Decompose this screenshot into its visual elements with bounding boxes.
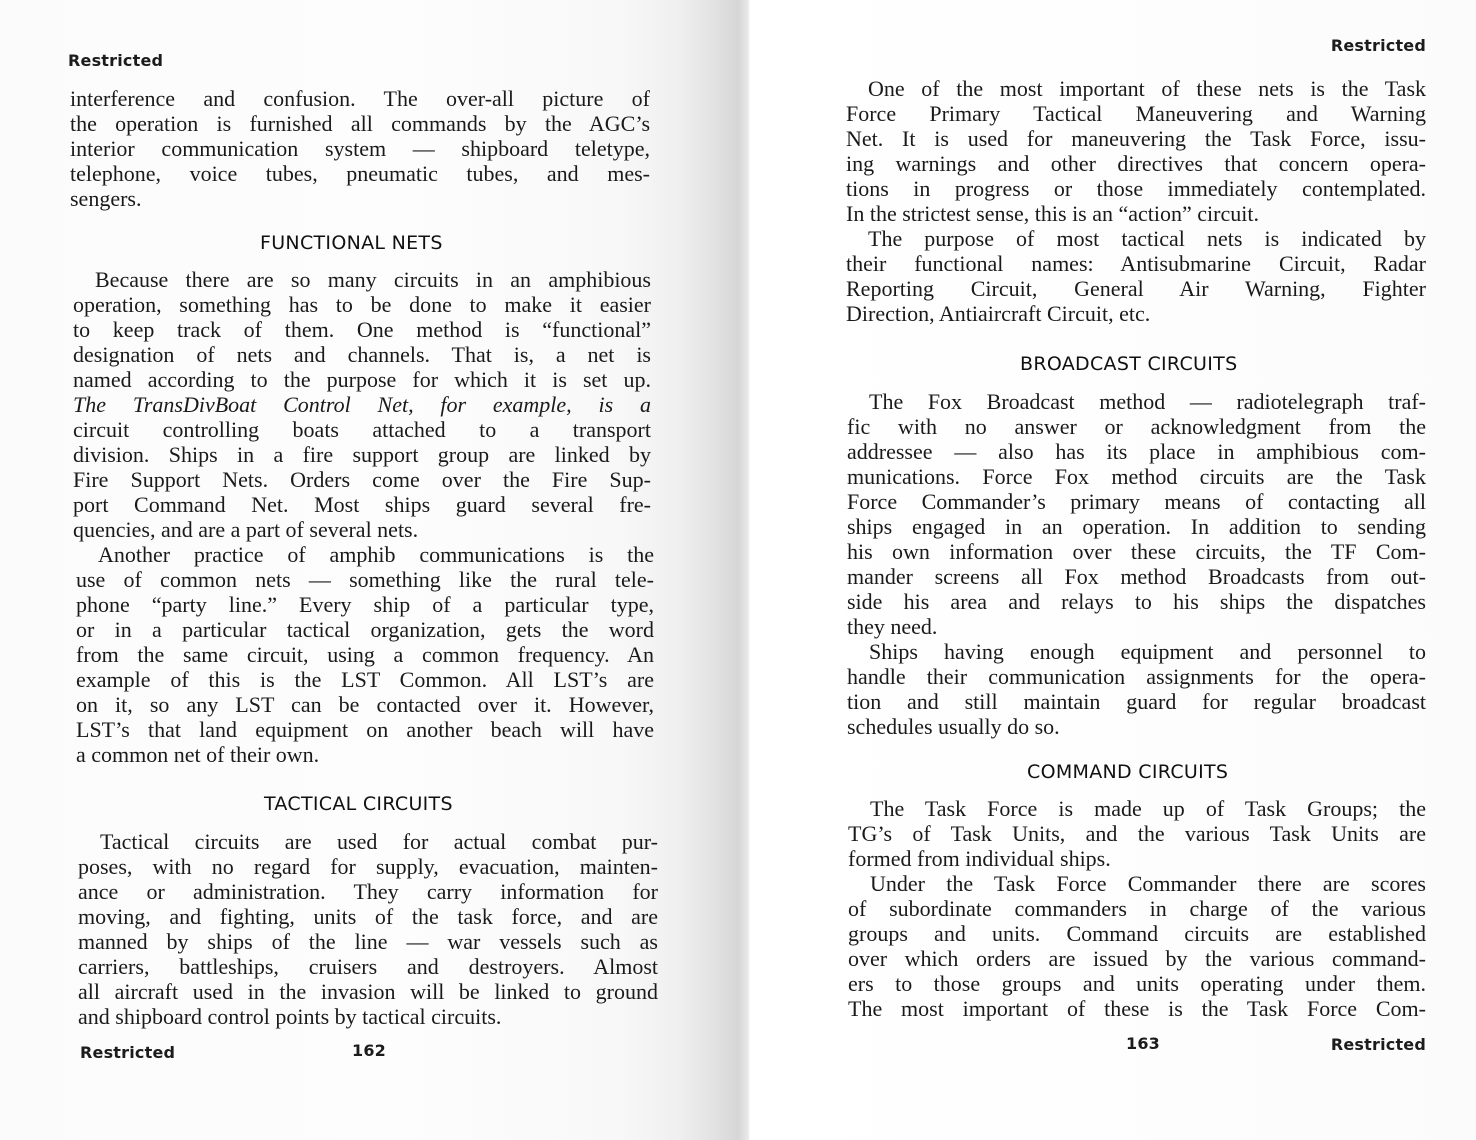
text-line: designation of nets and channels. That is, a net is [73, 342, 651, 367]
text-line: Under the Task Force Commander there are scores [870, 871, 1426, 896]
text-line: named according to the purpose for which it is set up. [73, 367, 651, 392]
text-line: a common net of their own. [76, 742, 320, 767]
text-line: groups and units. Command circuits are established [848, 921, 1426, 946]
text-line: and shipboard control points by tactical circuits. [78, 1004, 502, 1029]
text-line: The purpose of most tactical nets is indicated by [868, 226, 1426, 251]
text-line: or in a particular tactical organization, gets the word [76, 617, 654, 642]
text-line: The most important of these is the Task Force Com- [848, 996, 1426, 1021]
text-line: schedules usually do so. [847, 714, 1060, 739]
section-heading-tactical-circuits: TACTICAL CIRCUITS [264, 793, 453, 815]
text-line: The Fox Broadcast method — radiotelegraph traf- [869, 389, 1426, 414]
section-heading-command-circuits: COMMAND CIRCUITS [1027, 761, 1229, 783]
text-line: phone “party line.” Every ship of a particular type, [76, 592, 654, 617]
text-line: operation, something has to be done to make it easier [73, 292, 651, 317]
text-line: quencies, and are a part of several nets. [73, 517, 419, 542]
text-line: sengers. [70, 186, 142, 211]
right-page-header: Restricted [1330, 36, 1426, 55]
right-intro-paragraph-1 [846, 76, 1426, 226]
text-line: all aircraft used in the invasion will be linked to ground [78, 979, 658, 1004]
text-line: manned by ships of the line — war vessels such as [78, 929, 658, 954]
text-line: over which orders are issued by the various command- [848, 946, 1426, 971]
text-line: The TransDivBoat Control Net, for example, is a [73, 392, 651, 417]
text-line: side his area and relays to his ships the dispatches [847, 589, 1426, 614]
section-heading-functional-nets: FUNCTIONAL NETS [260, 232, 443, 254]
right-intro-paragraph-2 [846, 226, 1426, 326]
text-line: port Command Net. Most ships guard several fre- [73, 492, 651, 517]
text-line: tion and still maintain guard for regular broadcast [847, 689, 1426, 714]
text-line: interior communication system — shipboard teletype, [70, 136, 650, 161]
left-intro-paragraph [70, 86, 650, 211]
text-line: interference and confusion. The over-all picture of [70, 86, 650, 111]
text-line: handle their communication assignments for the opera- [847, 664, 1426, 689]
text-line: mander screens all Fox method Broadcasts from out- [847, 564, 1426, 589]
text-line: moving, and fighting, units of the task force, and are [78, 904, 658, 929]
text-line: Direction, Antiaircraft Circuit, etc. [846, 301, 1151, 326]
right-page-footer: Restricted [1330, 1035, 1426, 1054]
left-page-footer: Restricted [80, 1043, 176, 1062]
text-line: munications. Force Fox method circuits are the Task [847, 464, 1426, 489]
right-page [750, 0, 1476, 1140]
text-line: from the same circuit, using a common frequency. An [76, 642, 654, 667]
text-line: of subordinate commanders in charge of the various [848, 896, 1426, 921]
left-page-header: Restricted [68, 51, 164, 70]
text-line: Force Commander’s primary means of contacting all [847, 489, 1426, 514]
broadcast-circuits-paragraph-2 [847, 639, 1426, 739]
text-line: poses, with no regard for supply, evacuation, mainten- [78, 854, 658, 879]
page-number-163: 163 [1126, 1034, 1160, 1053]
functional-nets-paragraph-1 [73, 267, 651, 542]
functional-nets-paragraph-2 [76, 542, 654, 767]
text-line: Ships having enough equipment and personnel to [869, 639, 1426, 664]
text-line: on it, so any LST can be contacted over it. However, [76, 692, 654, 717]
section-heading-broadcast-circuits: BROADCAST CIRCUITS [1020, 353, 1238, 375]
text-line: circuit controlling boats attached to a transport [73, 417, 651, 442]
text-line: Another practice of amphib communications is the [98, 542, 654, 567]
text-line: One of the most important of these nets is the Task [868, 76, 1426, 101]
text-line: example of this is the LST Common. All LST’s are [76, 667, 654, 692]
text-line: Tactical circuits are used for actual combat pur- [100, 829, 658, 854]
text-line: Net. It is used for maneuvering the Task Force, issu- [846, 126, 1426, 151]
text-line: LST’s that land equipment on another beach will have [76, 717, 654, 742]
text-line: their functional names: Antisubmarine Circuit, Radar [846, 251, 1426, 276]
broadcast-circuits-paragraph-1 [847, 389, 1426, 639]
italic-net-name: The TransDivBoat Control Net [73, 392, 409, 417]
text-line: tions in progress or those immediately contemplated. [846, 176, 1426, 201]
text-line: division. Ships in a fire support group are linked by [73, 442, 651, 467]
text-line: In the strictest sense, this is an “action” circuit. [846, 201, 1259, 226]
text-line: use of common nets — something like the rural tele- [76, 567, 654, 592]
text-line: TG’s of Task Units, and the various Task Units are [848, 821, 1426, 846]
text-line: ships engaged in an operation. In addition to sending [847, 514, 1426, 539]
text-line: formed from individual ships. [848, 846, 1111, 871]
text-line: the operation is furnished all commands by the AGC’s [70, 111, 650, 136]
text-line: fic with no answer or acknowledgment from the [847, 414, 1426, 439]
text-line: The Task Force is made up of Task Groups; the [870, 796, 1426, 821]
text-line: ance or administration. They carry information for [78, 879, 658, 904]
text-line: carriers, battleships, cruisers and destroyers. Almost [78, 954, 658, 979]
text-line: Fire Support Nets. Orders come over the Fire Sup- [73, 467, 651, 492]
text-line: ers to those groups and units operating under them. [848, 971, 1426, 996]
text-line: Reporting Circuit, General Air Warning, Fighter [846, 276, 1426, 301]
text-line: addressee — also has its place in amphibious com- [847, 439, 1426, 464]
text-line: his own information over these circuits, the TF Com- [847, 539, 1426, 564]
tactical-circuits-paragraph [78, 829, 658, 1029]
text-line: Because there are so many circuits in an amphibious [95, 267, 651, 292]
text-line: Force Primary Tactical Maneuvering and Warning [846, 101, 1426, 126]
text-line: they need. [847, 614, 938, 639]
text-line: to keep track of them. One method is “functional” [73, 317, 651, 342]
text-line: telephone, voice tubes, pneumatic tubes, and mes- [70, 161, 650, 186]
text-line: ing warnings and other directives that concern opera- [846, 151, 1426, 176]
command-circuits-paragraph-1 [848, 796, 1426, 871]
command-circuits-paragraph-2 [848, 871, 1426, 1021]
page-number-162: 162 [352, 1041, 386, 1060]
